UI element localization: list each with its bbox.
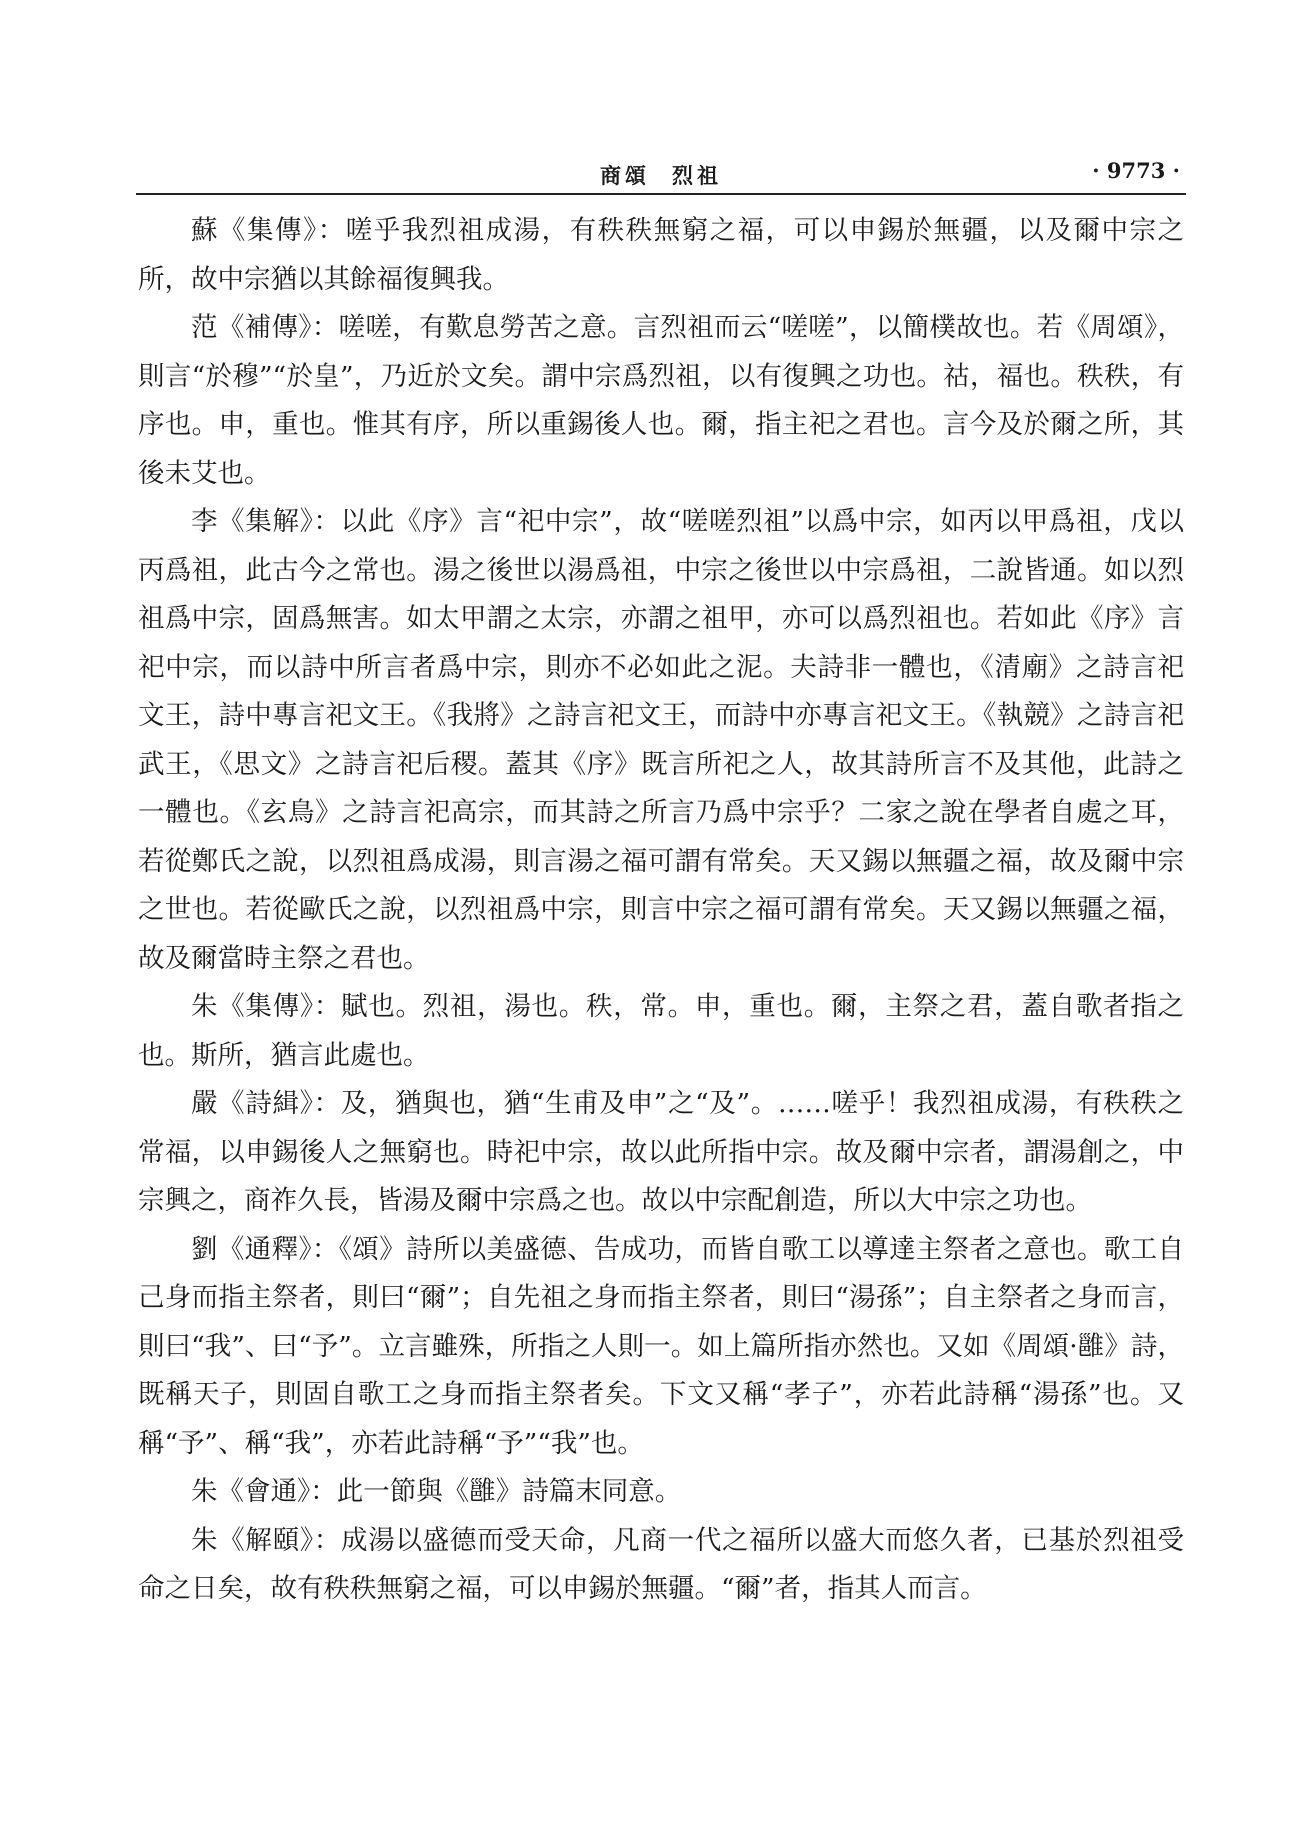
commentary-paragraph-liu: 劉《通釋》：《頌》詩所以美盛德、告成功，而皆自歌工以導達主祭者之意也。歌工自己身而指主祭者，則曰“爾”；自先祖之身而指主祭者，則曰“湯孫”；自主祭者之身而言，則曰“我”、曰“予”。立言雖殊，所指之人則一。如上篇所指亦然也。又如《周頌·雝》詩，既稱天子，則固自歌工之身而指主祭者矣。下文又稱“孝子”，亦若此詩稱“湯孫”也。又稱“予”、稱“我”，亦若此詩稱“予”“我”也。 — [138, 1233, 1184, 1459]
commentary-paragraph-fan: 范《補傳》：嗟嗟，有歎息勞苦之意。言烈祖而云“嗟嗟”，以簡樸故也。若《周頌》，則言“於穆”“於皇”，乃近於文矣。謂中宗爲烈祖，以有復興之功也。祜，福也。秩秩，有序也。申，重也。惟其有序，所以重錫後人也。爾，指主祀之君也。言今及於爾之所，其後未艾也。 — [138, 312, 1184, 489]
commentary-body — [138, 207, 1184, 1614]
commentary-paragraph-zhu-jieyi: 朱《解頤》：成湯以盛德而受天命，凡商一代之福所以盛大而悠久者，已基於烈祖受命之日矣，故有秩秩無窮之福，可以申錫於無疆。“爾”者，指其人而言。 — [138, 1524, 1184, 1604]
commentary-paragraph-li: 李《集解》：以此《序》言“祀中宗”，故“嗟嗟烈祖”以爲中宗，如丙以甲爲祖，戊以丙爲祖，此古今之常也。湯之後世以湯爲祖，中宗之後世以中宗爲祖，二說皆通。如以烈祖爲中宗，固爲無害。如太甲謂之太宗，亦謂之祖甲，亦可以爲烈祖也。若如此《序》言祀中宗，而以詩中所言者爲中宗，則亦不必如此之泥。夫詩非一體也，《清廟》之詩言祀文王，詩中專言祀文王。《我將》之詩言祀文王，而詩中亦專言祀文王。《執競》之詩言祀武王，《思文》之詩言祀后稷。蓋其《序》既言所祀之人，故其詩所言不及其他，此詩之一體也。《玄鳥》之詩言祀高宗，而其詩之所言乃爲中宗乎？二家之說在學者自處之耳，若從鄭氏之說，以烈祖爲成湯，則言湯之福可謂有常矣。天又錫以無疆之福，故及爾中宗之世也。若從歐氏之說，以烈祖爲中宗，則言中宗之福可謂有常矣。天又錫以無疆之福，故及爾當時主祭之君也。 — [138, 506, 1184, 974]
running-title — [136, 160, 1186, 190]
page-number: · 9773 · — [1092, 158, 1180, 183]
running-head — [136, 152, 1186, 192]
commentary-paragraph-su: 蘇《集傳》：嗟乎我烈祖成湯，有秩秩無窮之福，可以申錫於無疆，以及爾中宗之所，故中宗猶以其餘福復興我。 — [138, 215, 1184, 295]
commentary-paragraph-yan: 嚴《詩緝》：及，猶與也，猶“生甫及申”之“及”。……嗟乎！我烈祖成湯，有秩秩之常福，以申錫後人之無窮也。時祀中宗，故以此所指中宗。故及爾中宗者，謂湯創之，中宗興之，商祚久長，皆湯及爾中宗爲之也。故以中宗配創造，所以大中宗之功也。 — [138, 1088, 1184, 1216]
running-title-section: 商頌 — [600, 163, 650, 188]
commentary-paragraph-zhu-huitong: 朱《會通》：此一節與《雝》詩篇末同意。 — [191, 1476, 682, 1507]
running-title-poem: 烈祖 — [672, 163, 722, 188]
header-divider — [136, 193, 1186, 195]
commentary-paragraph-zhu-jizhuan: 朱《集傳》：賦也。烈祖，湯也。秩，常。申，重也。爾，主祭之君，蓋自歌者指之也。斯所，猶言此處也。 — [138, 991, 1184, 1071]
